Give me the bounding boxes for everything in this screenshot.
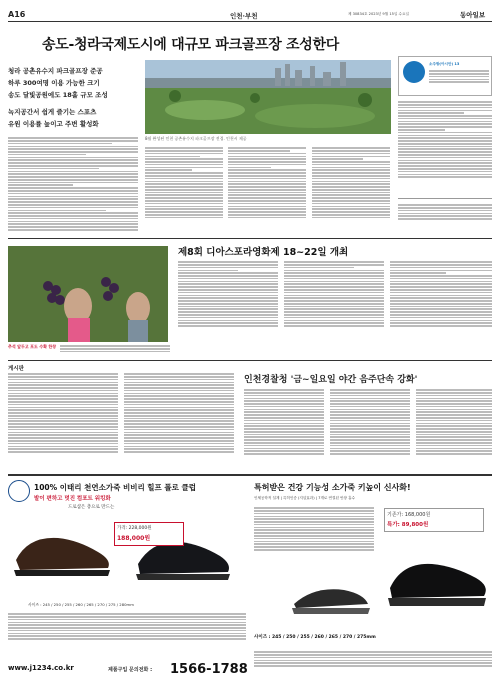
film-body-3 [390, 260, 492, 344]
film-body-2 [284, 260, 384, 344]
top-story-body-2 [145, 146, 223, 234]
police-body-2 [330, 388, 410, 470]
sidebar-title: 소주방(아시안) 13 [429, 62, 460, 66]
ad-phone-number[interactable]: 1566-1788 [170, 662, 248, 677]
section-divider [8, 238, 492, 239]
subhead-1: 청라 공촌유수지 파크골프장 준공 [8, 67, 103, 75]
shoe-ad-left[interactable] [8, 478, 246, 684]
film-body-1 [178, 260, 278, 344]
notice-body-2 [124, 372, 234, 470]
ad-right-price-box [384, 508, 484, 532]
contact-box [398, 198, 492, 234]
shoe-image-right [384, 548, 492, 610]
ad-left-sizes: 사이즈 : 245 / 250 / 255 / 260 / 265 / 270 / 275 / 280mm [28, 602, 134, 607]
ad-left-phone-label: 제품구입 문의전화 : [108, 667, 153, 673]
subhead-4: 녹지공간서 쉽게 즐기는 스포츠 [8, 108, 97, 116]
masthead [8, 8, 492, 22]
ad-left-line2: 드로샵은 총으로 만드는 [68, 505, 115, 510]
ad-right-body [254, 506, 374, 576]
ad-left-price-box [114, 522, 184, 546]
subhead-3: 송도 달빛공원에도 18홀 규모 조성 [8, 91, 108, 99]
photo-caption: 8월 완성된 인천 공촌유수지 파크골프장 전경. 인천시 제공 [145, 136, 247, 141]
grape-photo [8, 246, 168, 342]
ad-left-sale: 188,000원 [117, 535, 151, 542]
top-story-body-3 [228, 146, 306, 234]
ad-right-sizes: 사이즈 : 245 / 250 / 255 / 260 / 265 / 270 / 275mm [254, 635, 376, 640]
top-story-body-4 [312, 146, 390, 234]
police-headline: 인천경찰청 '금~일요일 야간 음주단속 강화' [244, 375, 418, 385]
police-body-1 [244, 388, 324, 470]
sidebar-logo [403, 61, 425, 83]
sidebar-box [398, 56, 492, 96]
top-headline: 송도-청라국제도시에 대규모 파크골프장 조성한다 [42, 37, 339, 53]
grape-caption-text [60, 344, 170, 358]
ad-left-site[interactable]: www.j1234.co.kr [8, 664, 74, 672]
shoe-image-left [8, 516, 118, 586]
section-divider-2 [8, 360, 492, 361]
ad-left-logo [8, 480, 30, 502]
ad-right-footer [254, 650, 492, 680]
issue-date: 제 30834호 2023년 9월 15일 수요일 [348, 12, 409, 16]
ad-right-line1: 인체공학적 설계 | 특허인증 (지압효과) | 7개로 연결된 안창 흡수 [254, 496, 356, 500]
paper-name: 동아일보 [460, 11, 486, 19]
section-title: 인천·부천 [230, 12, 258, 20]
subhead-5: 유원 이용률 높이고 주변 활성화 [8, 120, 99, 128]
shoe-ad-right[interactable] [254, 478, 492, 684]
ad-right-sale: 특가: 89,800원 [387, 522, 429, 528]
sidebar-text [429, 69, 489, 93]
shoe-insole-image [284, 578, 374, 618]
park-golf-photo [145, 60, 391, 134]
film-headline: 제8회 디아스포라영화제 18~22일 개최 [178, 247, 349, 258]
contact-text [398, 203, 492, 233]
grape-caption: 추석 앞두고 포도 수확 한창 [8, 344, 57, 349]
ads-divider [8, 474, 492, 476]
ad-left-line1: 발이 편하고 멋진 컴포트 워킹화 [34, 496, 111, 502]
subhead-2: 하루 300여명 이용 가능한 크기 [8, 79, 100, 87]
right-column-text [398, 100, 492, 194]
ad-right-headline: 특허받은 건강 기능성 소가죽 키높이 신사화! [254, 483, 411, 492]
top-subheads [8, 66, 138, 128]
page-number: A16 [8, 10, 26, 19]
notice-body-1 [8, 372, 118, 470]
notice-title: 게시판 [8, 366, 24, 372]
ad-left-price: 가격: 228,000원 [117, 526, 152, 531]
police-body-3 [416, 388, 492, 470]
ad-left-body [8, 612, 246, 652]
ad-left-headline: 100% 이태리 천연소가죽 비비리 힐프 폴로 클럽 [34, 483, 197, 492]
ad-right-price: 기존가: 168,000원 [387, 512, 431, 518]
